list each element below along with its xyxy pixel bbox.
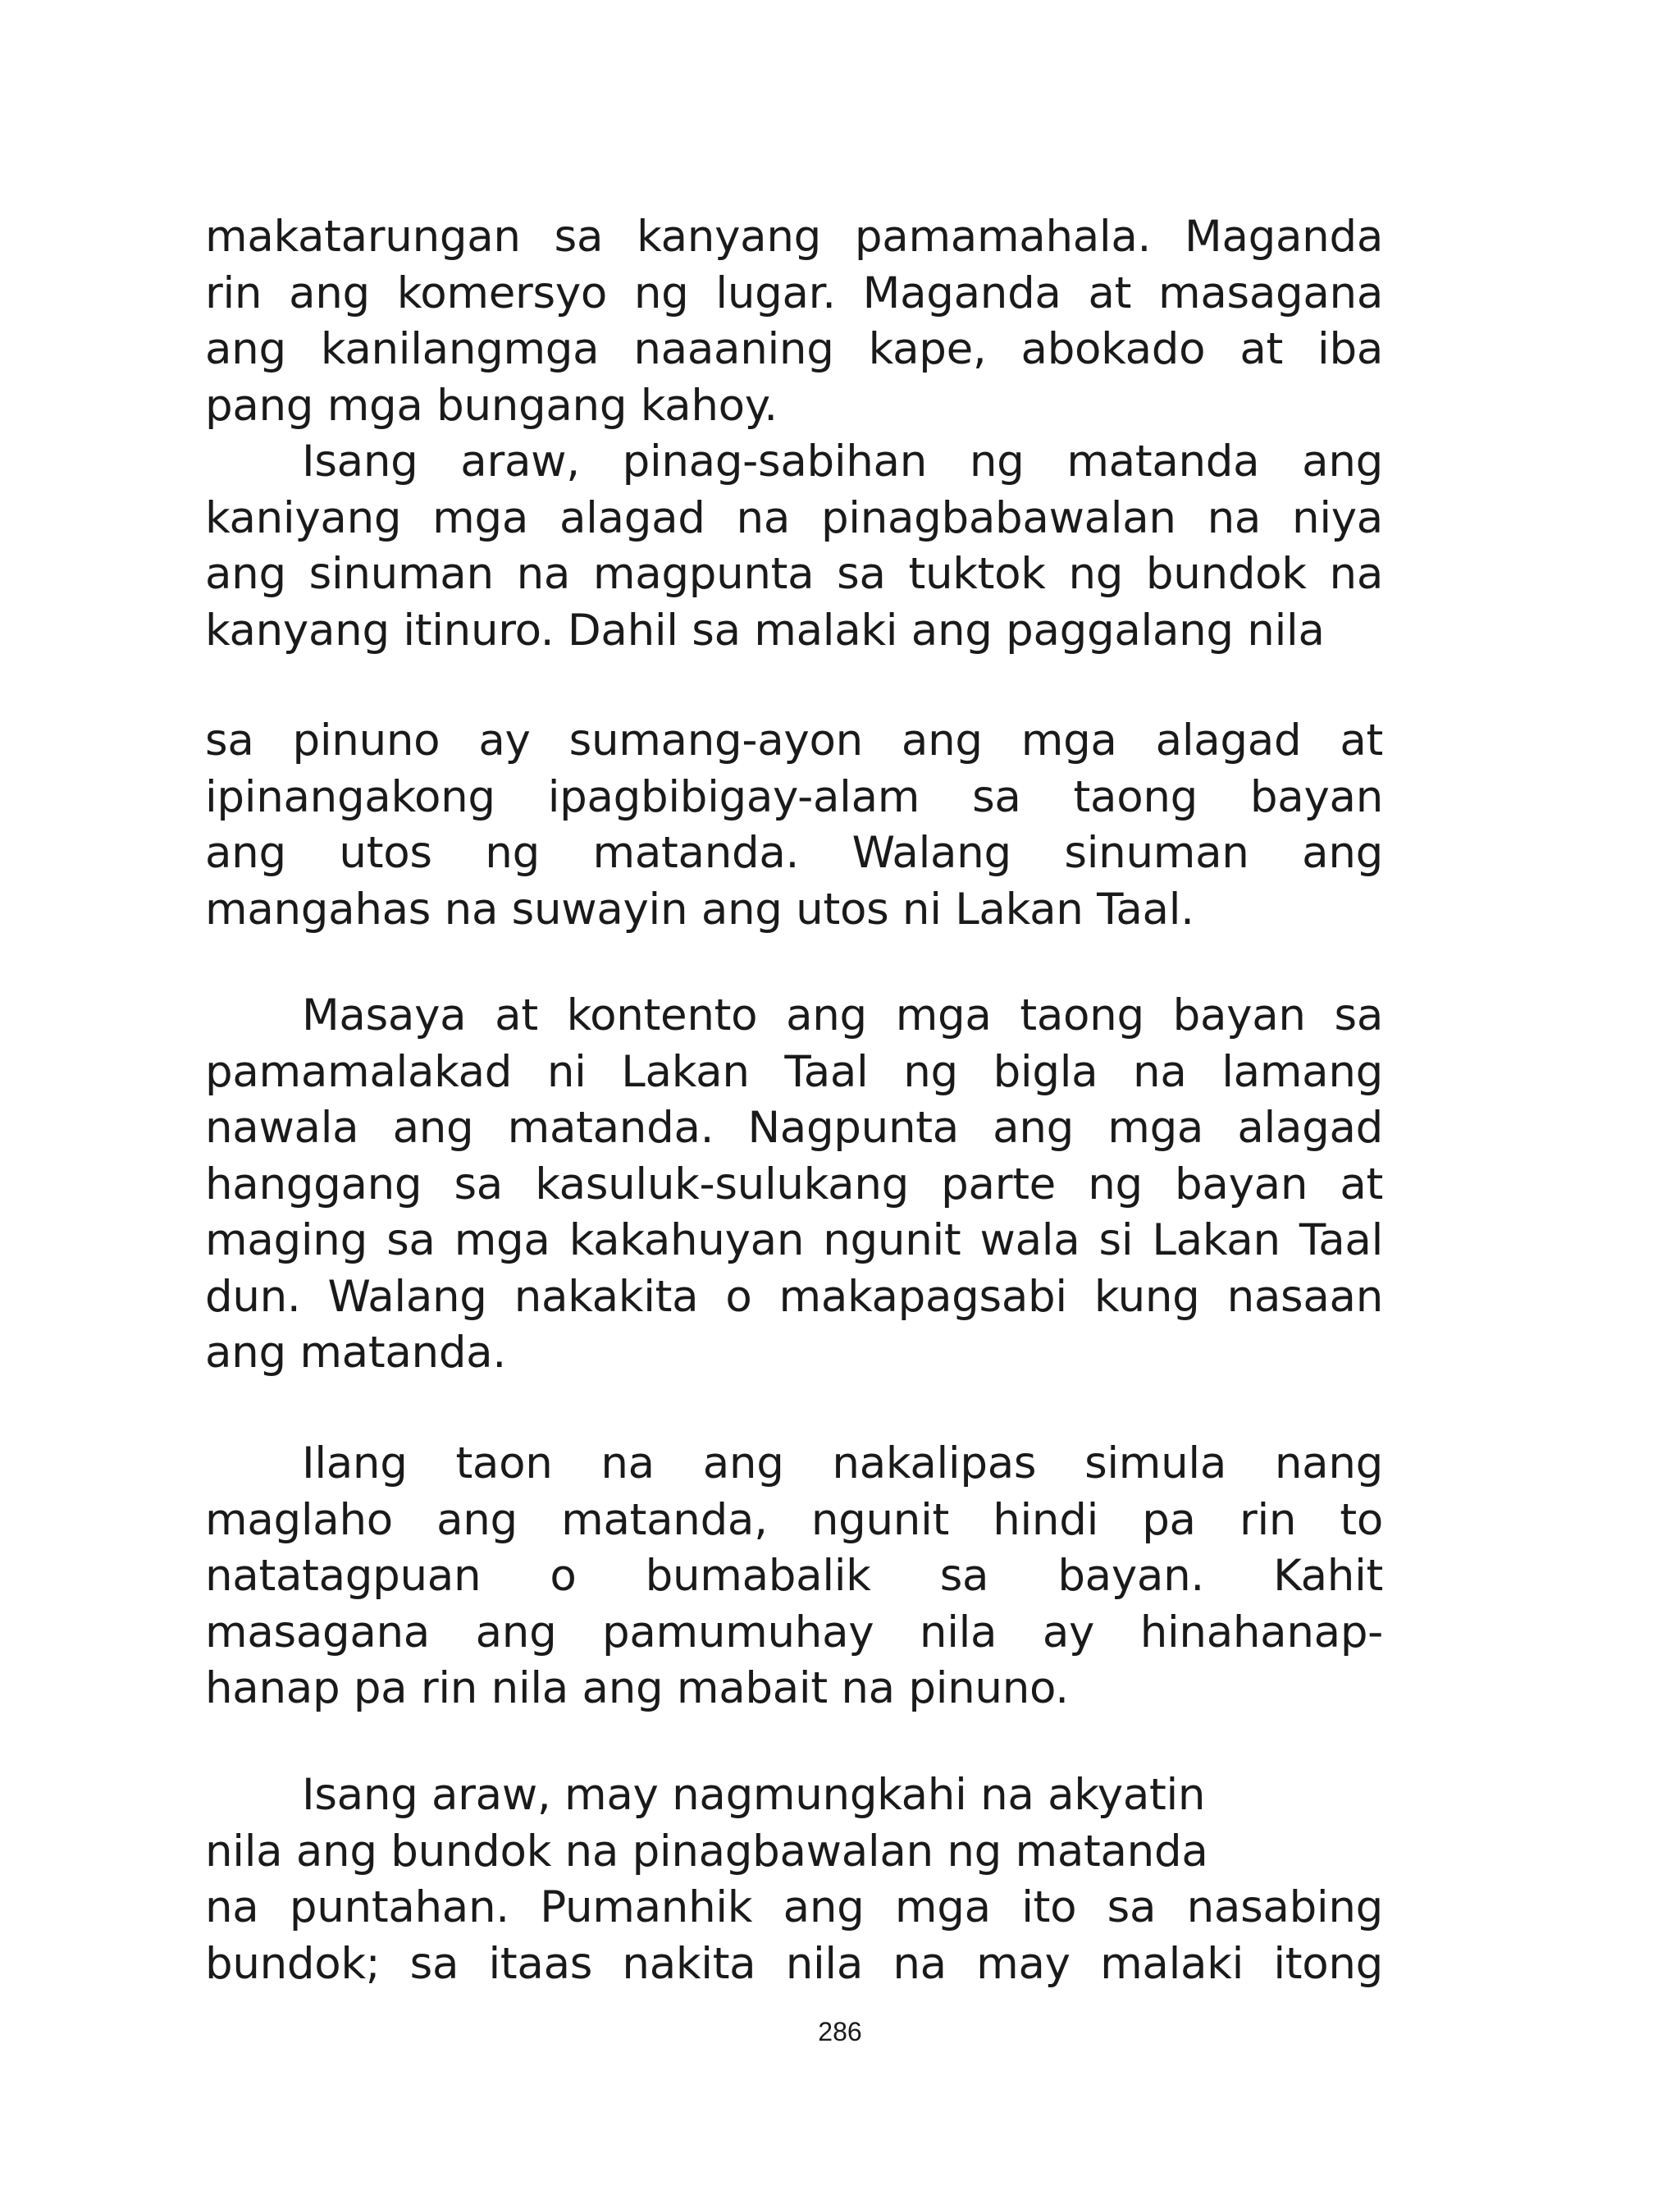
text-line: hanggang sa kasuluk-sulukang parte ng bayan at: [205, 1159, 1383, 1209]
text-line: maging sa mga kakahuyan ngunit wala si Lakan Taal: [205, 1215, 1383, 1265]
text-line: makatarungan sa kanyang pamamahala. Maganda: [205, 212, 1383, 262]
text-line: hanap pa rin nila ang mabait na pinuno.: [205, 1663, 1069, 1713]
text-line: ang utos ng matanda. Walang sinuman ang: [205, 828, 1383, 878]
text-line: ang kanilangmga naaaning kape, abokado at iba: [205, 324, 1383, 374]
paragraph-2: [205, 434, 1383, 659]
text-line: maglaho ang matanda, ngunit hindi pa rin to: [205, 1494, 1383, 1545]
text-line: natatagpuan o bumabalik sa bayan. Kahit: [205, 1551, 1383, 1601]
text-line: nawala ang matanda. Nagpunta ang mga alagad: [205, 1103, 1383, 1153]
text-line: Isang araw, pinag-sabihan ng matanda ang: [302, 437, 1383, 487]
text-line: Ilang taon na ang nakalipas simula nang: [302, 1438, 1383, 1488]
text-line: ang sinuman na magpunta sa tuktok ng bundok na: [205, 549, 1383, 599]
text-line: sa pinuno ay sumang-ayon ang mga alagad at: [205, 716, 1383, 766]
text-line: masagana ang pamumuhay nila ay hinahanap-: [205, 1607, 1383, 1657]
text-line: pamamalakad ni Lakan Taal ng bigla na lamang: [205, 1046, 1383, 1097]
text-line: na puntahan. Pumanhik ang mga ito sa nasabing: [205, 1882, 1383, 1932]
text-line: Isang araw, may nagmungkahi na akyatin: [302, 1770, 1206, 1820]
paragraph-4: [205, 988, 1383, 1382]
text-line: ang matanda.: [205, 1328, 506, 1378]
text-line: pang mga bungang kahoy.: [205, 380, 778, 431]
text-line: kaniyang mga alagad na pinagbabawalan na niya: [205, 492, 1383, 543]
text-line: kanyang itinuro. Dahil sa malaki ang paggalang nila: [205, 605, 1325, 656]
paragraph-6: [205, 1767, 1383, 1992]
text-line: nila ang bundok na pinagbawalan ng matanda: [205, 1826, 1208, 1877]
paragraph-3: [205, 713, 1383, 938]
text-line: mangahas na suwayin ang utos ni Lakan Taal.: [205, 884, 1194, 935]
text-line: dun. Walang nakakita o makapagsabi kung nasaan: [205, 1271, 1383, 1322]
text-line: Masaya at kontento ang mga taong bayan sa: [302, 990, 1383, 1040]
text-line: rin ang komersyo ng lugar. Maganda at masagana: [205, 267, 1383, 318]
paragraph-5: [205, 1436, 1383, 1717]
paragraph-1: [205, 209, 1383, 434]
text-line: bundok; sa itaas nakita nila na may malaki itong: [205, 1938, 1383, 1989]
page-number: 286: [818, 2017, 862, 2046]
text-line: ipinangakong ipagbibigay-alam sa taong bayan: [205, 771, 1383, 822]
